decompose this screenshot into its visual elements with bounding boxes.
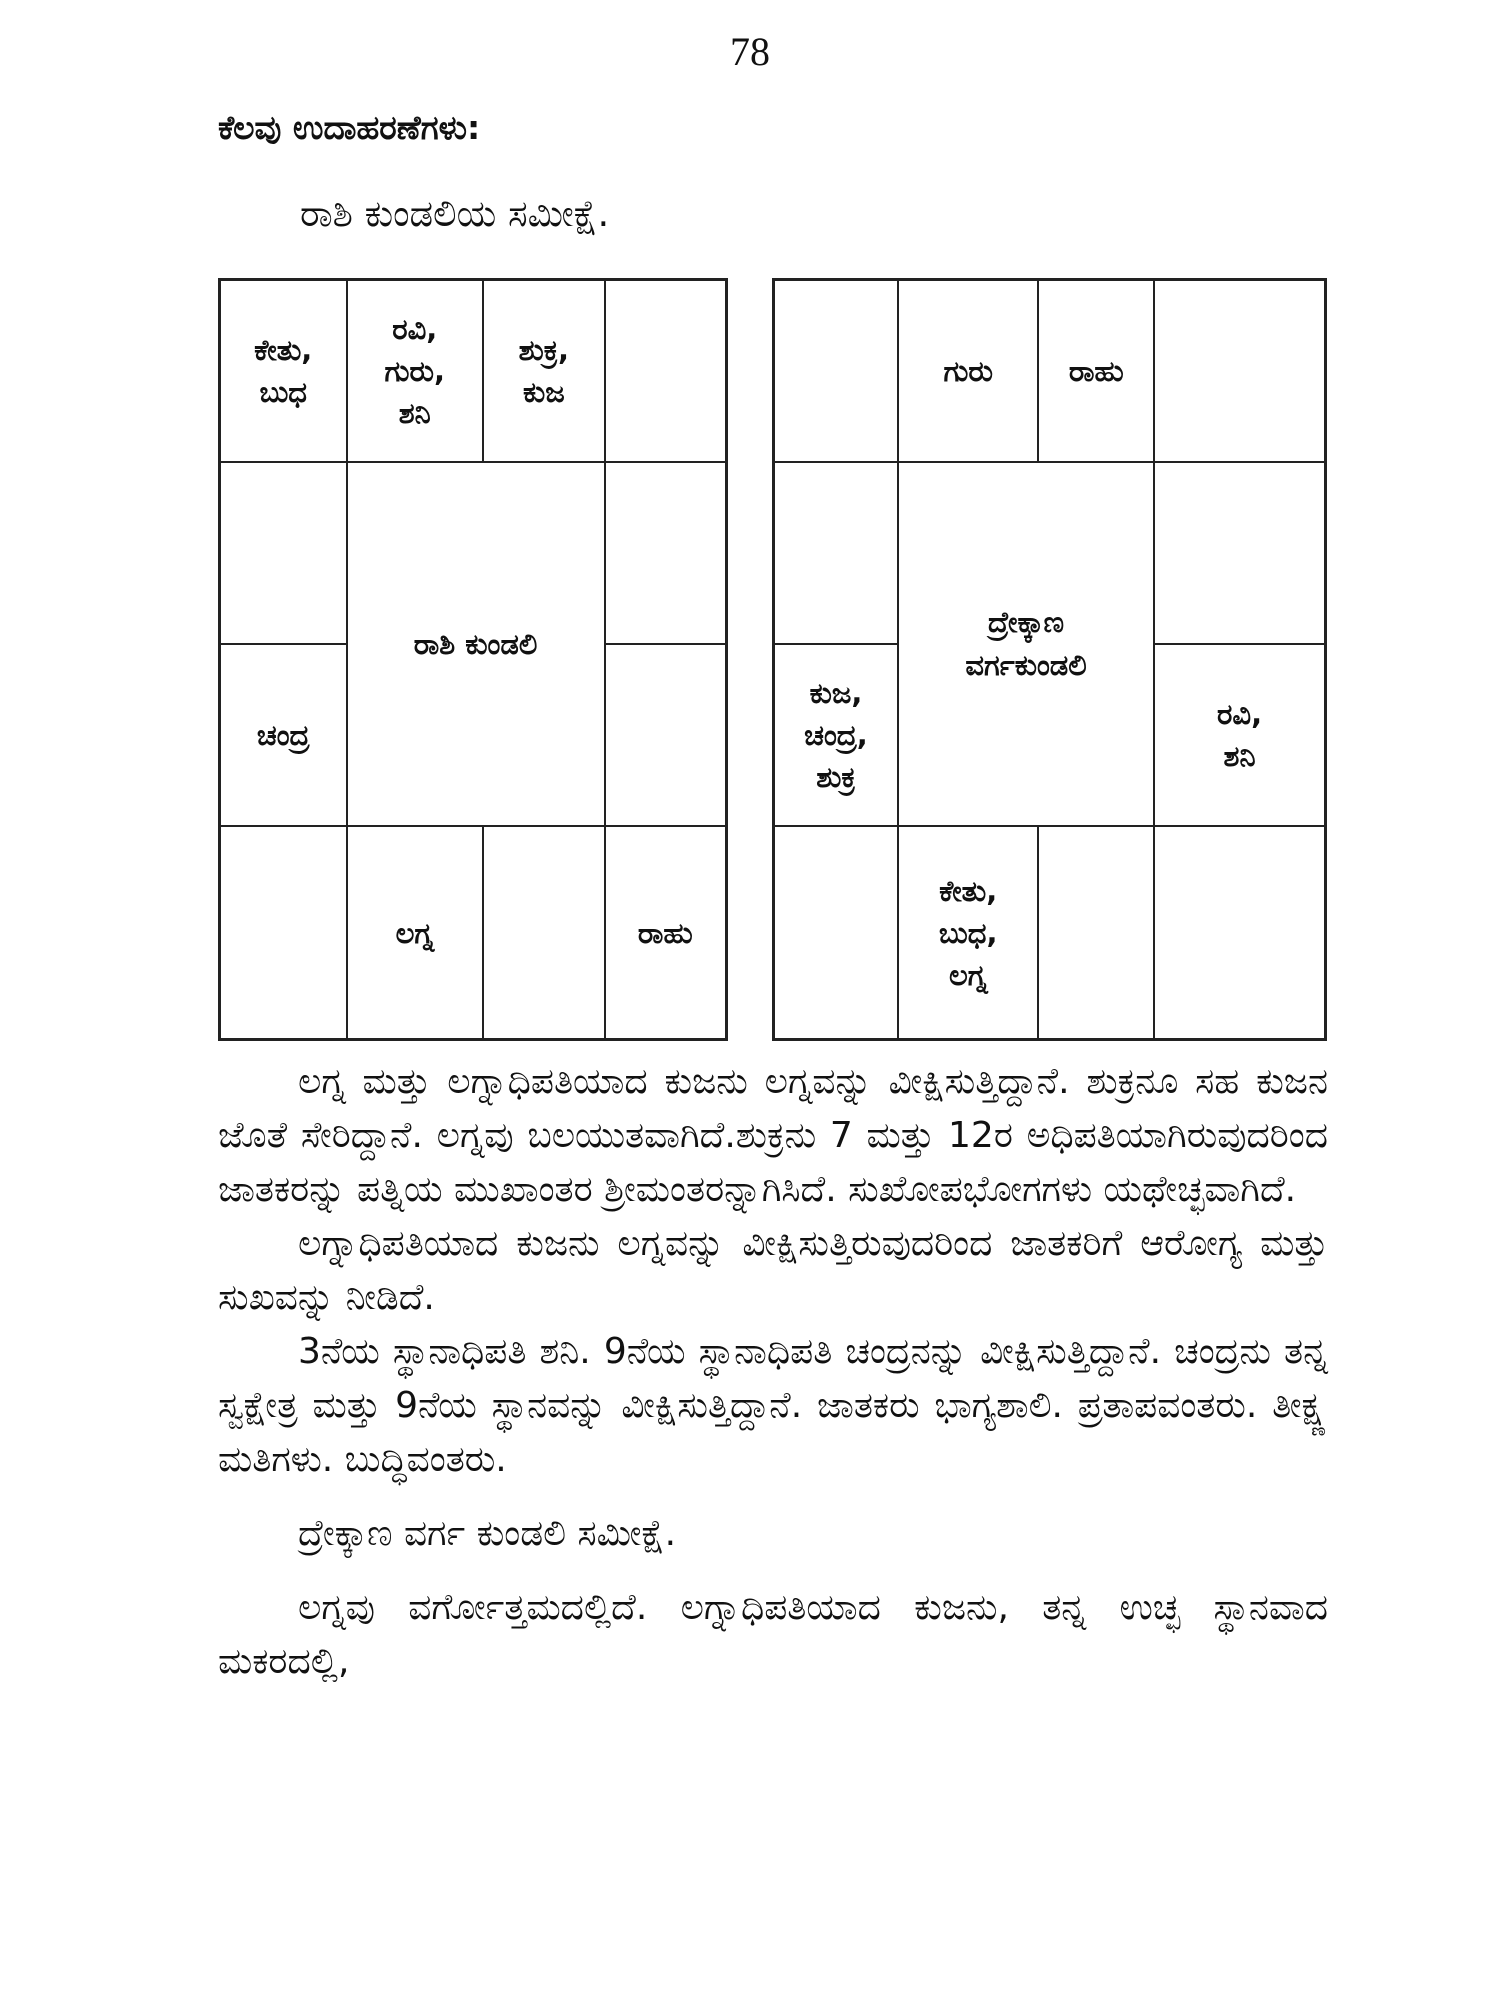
paragraph: ಲಗ್ನವು ವರ್ಗೋತ್ತಮದಲ್ಲಿದೆ. ಲಗ್ನಾಧಿಪತಿಯಾದ ಕುಜನು, ತನ್ನ ಉಚ್ಛ ಸ್ಥಾನವಾದ ಮಕರದಲ್ಲಿ, xyxy=(218,1587,1328,1682)
house-cell: ಕುಜ, ಚಂದ್ರ, ಶುಕ್ರ xyxy=(774,644,898,826)
house-cell: ಗುರು xyxy=(898,280,1039,462)
house-cell: ಶುಕ್ರ, ಕುಜ xyxy=(483,280,604,462)
house-cell xyxy=(483,826,604,1039)
house-cell: ಚಂದ್ರ xyxy=(220,644,347,826)
chart-center-label: ರಾಶಿ ಕುಂಡಲಿ xyxy=(347,462,605,826)
house-cell: ರಾಹು xyxy=(605,826,726,1039)
house-cell: ರವಿ, ಗುರು, ಶನಿ xyxy=(347,280,484,462)
paragraph: 3ನೆಯ ಸ್ಥಾನಾಧಿಪತಿ ಶನಿ. 9ನೆಯ ಸ್ಥಾನಾಧಿಪತಿ ಚಂದ್ರನನ್ನು ವೀಕ್ಷಿಸುತ್ತಿದ್ದಾನೆ. ಚಂದ್ರನು ತನ್ನ ಸ್ವಕ್ಷೇತ್ರ ಮತ್ತು 9ನೆಯ ಸ್ಥಾನವನ್ನು ವೀಕ್ಷಿಸುತ್ತಿದ್ದಾನೆ. ಜಾತಕರು ಭಾಗ್ಯಶಾಲಿ. ಪ್ರತಾಪವಂತರು. ತೀಕ್ಷ್ಣ ಮತಿಗಳು. ಬುದ್ಧಿವಂತರು. xyxy=(218,1331,1328,1480)
house-cell xyxy=(774,826,898,1039)
house-cell xyxy=(1154,826,1325,1039)
chart-center-label: ದ್ರೇಕ್ಕಾಣ ವರ್ಗಕುಂಡಲಿ xyxy=(898,462,1154,826)
body-text xyxy=(218,1055,1328,1689)
section-subheading: ದ್ರೇಕ್ಕಾಣ ವರ್ಗ ಕುಂಡಲಿ ಸಮೀಕ್ಷೆ. xyxy=(298,1513,677,1554)
house-cell xyxy=(220,826,347,1039)
house-cell xyxy=(1154,280,1325,462)
drekkana-chart xyxy=(772,278,1327,1041)
house-cell: ಲಗ್ನ xyxy=(347,826,484,1039)
house-cell: ರವಿ, ಶನಿ xyxy=(1154,644,1325,826)
house-cell: ರಾಹು xyxy=(1038,280,1154,462)
house-cell xyxy=(605,644,726,826)
house-cell xyxy=(774,462,898,644)
page-number: 78 xyxy=(730,29,770,74)
house-cell: ಕೇತು, ಬುಧ, ಲಗ್ನ xyxy=(898,826,1039,1039)
house-cell xyxy=(605,462,726,644)
paragraph: ಲಗ್ನ ಮತ್ತು ಲಗ್ನಾಧಿಪತಿಯಾದ ಕುಜನು ಲಗ್ನವನ್ನು ವೀಕ್ಷಿಸುತ್ತಿದ್ದಾನೆ. ಶುಕ್ರನೂ ಸಹ ಕುಜನ ಜೊತೆ ಸೇರಿದ್ದಾನೆ. ಲಗ್ನವು ಬಲಯುತವಾಗಿದೆ.ಶುಕ್ರನು 7 ಮತ್ತು 12ರ ಅಧಿಪತಿಯಾಗಿರುವುದರಿಂದ ಜಾತಕರನ್ನು ಪತ್ನಿಯ ಮುಖಾಂತರ ಶ್ರೀಮಂತರನ್ನಾಗಿಸಿದೆ. ಸುಖೋಪಭೋಗಗಳು ಯಥೇಚ್ಛವಾಗಿದೆ. xyxy=(218,1061,1328,1210)
house-cell xyxy=(1154,462,1325,644)
house-cell xyxy=(605,280,726,462)
house-cell: ಕೇತು, ಬುಧ xyxy=(220,280,347,462)
rashi-kundali-chart xyxy=(218,278,728,1041)
house-cell xyxy=(1038,826,1154,1039)
section-heading: ಕೆಲವು ಉದಾಹರಣೆಗಳು: xyxy=(218,108,481,147)
paragraph: ಲಗ್ನಾಧಿಪತಿಯಾದ ಕುಜನು ಲಗ್ನವನ್ನು ವೀಕ್ಷಿಸುತ್ತಿರುವುದರಿಂದ ಜಾತಕರಿಗೆ ಆರೋಗ್ಯ ಮತ್ತು ಸುಖವನ್ನು ನೀಡಿದೆ. xyxy=(218,1223,1328,1318)
house-cell xyxy=(220,462,347,644)
subheading: ರಾಶಿ ಕುಂಡಲಿಯ ಸಮೀಕ್ಷೆ. xyxy=(300,192,610,235)
house-cell xyxy=(774,280,898,462)
